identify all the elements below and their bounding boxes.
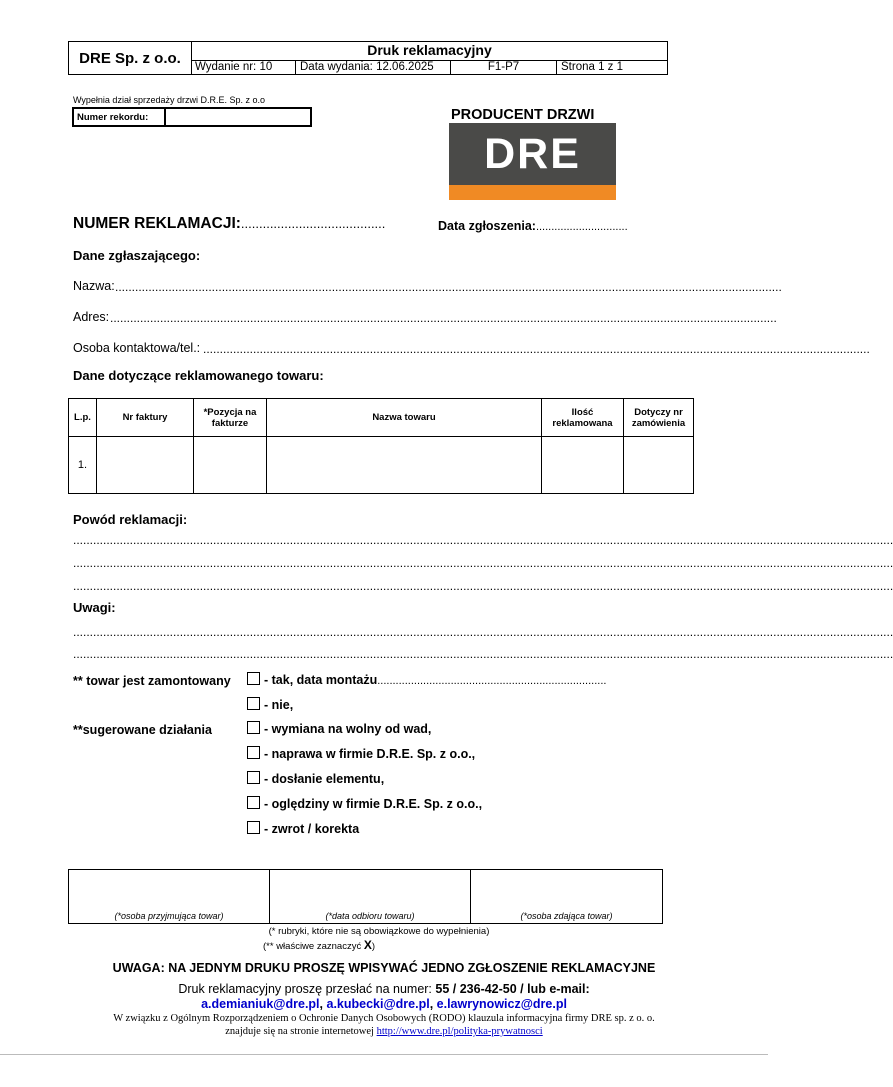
signature-date[interactable]: (*data odbioru towaru) (270, 870, 471, 924)
action-inspection-checkbox[interactable] (247, 796, 260, 809)
reason-heading: Powód reklamacji: (73, 512, 188, 527)
action-inspection-label: - oględziny w firmie D.R.E. Sp. z o.o., (264, 797, 483, 811)
signature-receiver[interactable]: (*osoba przyjmująca towar) (69, 870, 270, 924)
reason-line-3[interactable]: ...................................................................................................................................................................................................................................................... (73, 579, 893, 593)
action-return-checkbox[interactable] (247, 821, 260, 834)
footnote-mark-suffix: ) (371, 941, 376, 952)
name-label: Nazwa: (73, 279, 115, 293)
footnote-mark-x: X (363, 938, 372, 952)
action-replace-label: - wymiana na wolny od wad, (264, 722, 432, 736)
cell-position[interactable] (194, 437, 267, 494)
send-text: Druk reklamacyjny proszę przesłać na numer: (178, 982, 436, 996)
remarks-heading: Uwagi: (73, 600, 116, 615)
remarks-line-1[interactable]: ...................................................................................................................................................................................................................................................... (73, 625, 893, 639)
name-field[interactable]: ........................................................................................................................................................................................................ (115, 280, 782, 294)
reason-line-1[interactable]: ...................................................................................................................................................................................................................................................... (73, 533, 893, 547)
action-repair-label: - naprawa w firmie D.R.E. Sp. z o.o., (264, 747, 476, 761)
col-quantity: Ilość reklamowana (542, 399, 624, 437)
row-lp: 1. (69, 437, 97, 494)
cell-order[interactable] (624, 437, 694, 494)
table-row (69, 437, 694, 494)
col-invoice: Nr faktury (97, 399, 194, 437)
report-date-label: Data zgłoszenia: (438, 219, 536, 233)
rodo-line-2 (0, 1026, 768, 1037)
goods-table (68, 398, 694, 494)
dre-logo (449, 123, 616, 200)
footnote-mark (263, 938, 375, 952)
action-replace-checkbox[interactable] (247, 721, 260, 734)
goods-heading: Dane dotyczące reklamowanego towaru: (73, 368, 324, 383)
record-number-box (72, 107, 312, 127)
edition: Wydanie nr: 10 (192, 60, 296, 74)
contact-field[interactable]: ........................................................................................................................................................................................................ (203, 342, 870, 356)
remarks-line-2[interactable]: ...................................................................................................................................................................................................................................................... (73, 647, 893, 661)
email-list: a.demianiuk@dre.pl, a.kubecki@dre.pl, e.lawrynowicz@dre.pl (201, 997, 567, 1011)
header-table (68, 41, 668, 75)
mounted-no-label: - nie, (264, 698, 294, 712)
complaint-number-field[interactable]: ........................................ (240, 216, 386, 231)
rodo-text-2: znajduje się na stronie internetowej (225, 1026, 377, 1037)
actions-label: **sugerowane działania (73, 723, 212, 737)
rodo-text: W związku z Ogólnym Rozporządzeniem o Ochronie Danych Osobowych (RODO) klauzula informacyjna firmy DRE sp. z o. o. (113, 1013, 655, 1024)
report-date-field[interactable]: .............................. (535, 221, 628, 233)
action-return-label: - zwrot / korekta (264, 822, 360, 836)
record-label: Numer rekordu: (73, 108, 165, 126)
document-code: F1-P7 (451, 60, 557, 74)
action-repair-checkbox[interactable] (247, 746, 260, 759)
signature-sender[interactable]: (*osoba zdająca towar) (471, 870, 663, 924)
col-goods-name: Nazwa towaru (267, 399, 542, 437)
mounted-yes-checkbox[interactable] (247, 672, 260, 685)
contact-label: Osoba kontaktowa/tel.: (73, 341, 201, 355)
page-bottom-divider (0, 1054, 768, 1055)
email-link-1[interactable]: a.demianiuk@dre.pl (201, 997, 320, 1011)
send-number: 55 / 236-42-50 / lub e-mail: (435, 982, 590, 996)
mounted-no-checkbox[interactable] (247, 697, 260, 710)
address-label: Adres: (73, 310, 110, 324)
reason-line-2[interactable]: ...................................................................................................................................................................................................................................................... (73, 556, 893, 570)
record-input[interactable] (165, 108, 311, 126)
mounted-yes-label: - tak, data montażu (264, 673, 378, 687)
producer-label: PRODUCENT DRZWI (451, 107, 595, 123)
document-title: Druk reklamacyjny (192, 42, 668, 61)
action-send-element-label: - dosłanie elementu, (264, 772, 385, 786)
page-number: Strona 1 z 1 (557, 60, 668, 74)
issue-date: Data wydania: 12.06.2025 (296, 60, 451, 74)
privacy-policy-link[interactable]: http://www.dre.pl/polityka-prywatnosci (376, 1026, 543, 1037)
email-link-2[interactable]: a.kubecki@dre.pl (326, 997, 430, 1011)
applicant-heading: Dane zgłaszającego: (73, 248, 201, 263)
mounted-label: ** towar jest zamontowany (73, 674, 231, 688)
send-instructions (0, 982, 768, 996)
footnote-optional: (* rubryki, które nie są obowiązkowe do wypełnienia) (268, 926, 490, 937)
cell-goods-name[interactable] (267, 437, 542, 494)
address-field[interactable]: ........................................................................................................................................................................................................ (110, 311, 777, 325)
warning-text: UWAGA: NA JEDNYM DRUKU PROSZĘ WPISYWAĆ JEDNO ZGŁOSZENIE REKLAMACYJNE (112, 961, 656, 975)
mounting-date-field[interactable]: ........................................................................... (377, 675, 607, 687)
sales-note: Wypełnia dział sprzedaży drzwi D.R.E. Sp. z o.o (73, 95, 265, 105)
signature-table (68, 869, 663, 924)
complaint-number-label: NUMER REKLAMACJI: (73, 215, 241, 232)
col-lp: L.p. (69, 399, 97, 437)
col-order: Dotyczy nr zamówienia (624, 399, 694, 437)
col-position: *Pozycja na fakturze (194, 399, 267, 437)
cell-invoice[interactable] (97, 437, 194, 494)
company-name: DRE Sp. z o.o. (69, 42, 192, 75)
action-send-element-checkbox[interactable] (247, 771, 260, 784)
email-link-3[interactable]: e.lawrynowicz@dre.pl (436, 997, 567, 1011)
logo-text: DRE (484, 130, 581, 178)
cell-quantity[interactable] (542, 437, 624, 494)
footnote-mark-prefix: (** właściwe zaznaczyć (263, 941, 364, 952)
